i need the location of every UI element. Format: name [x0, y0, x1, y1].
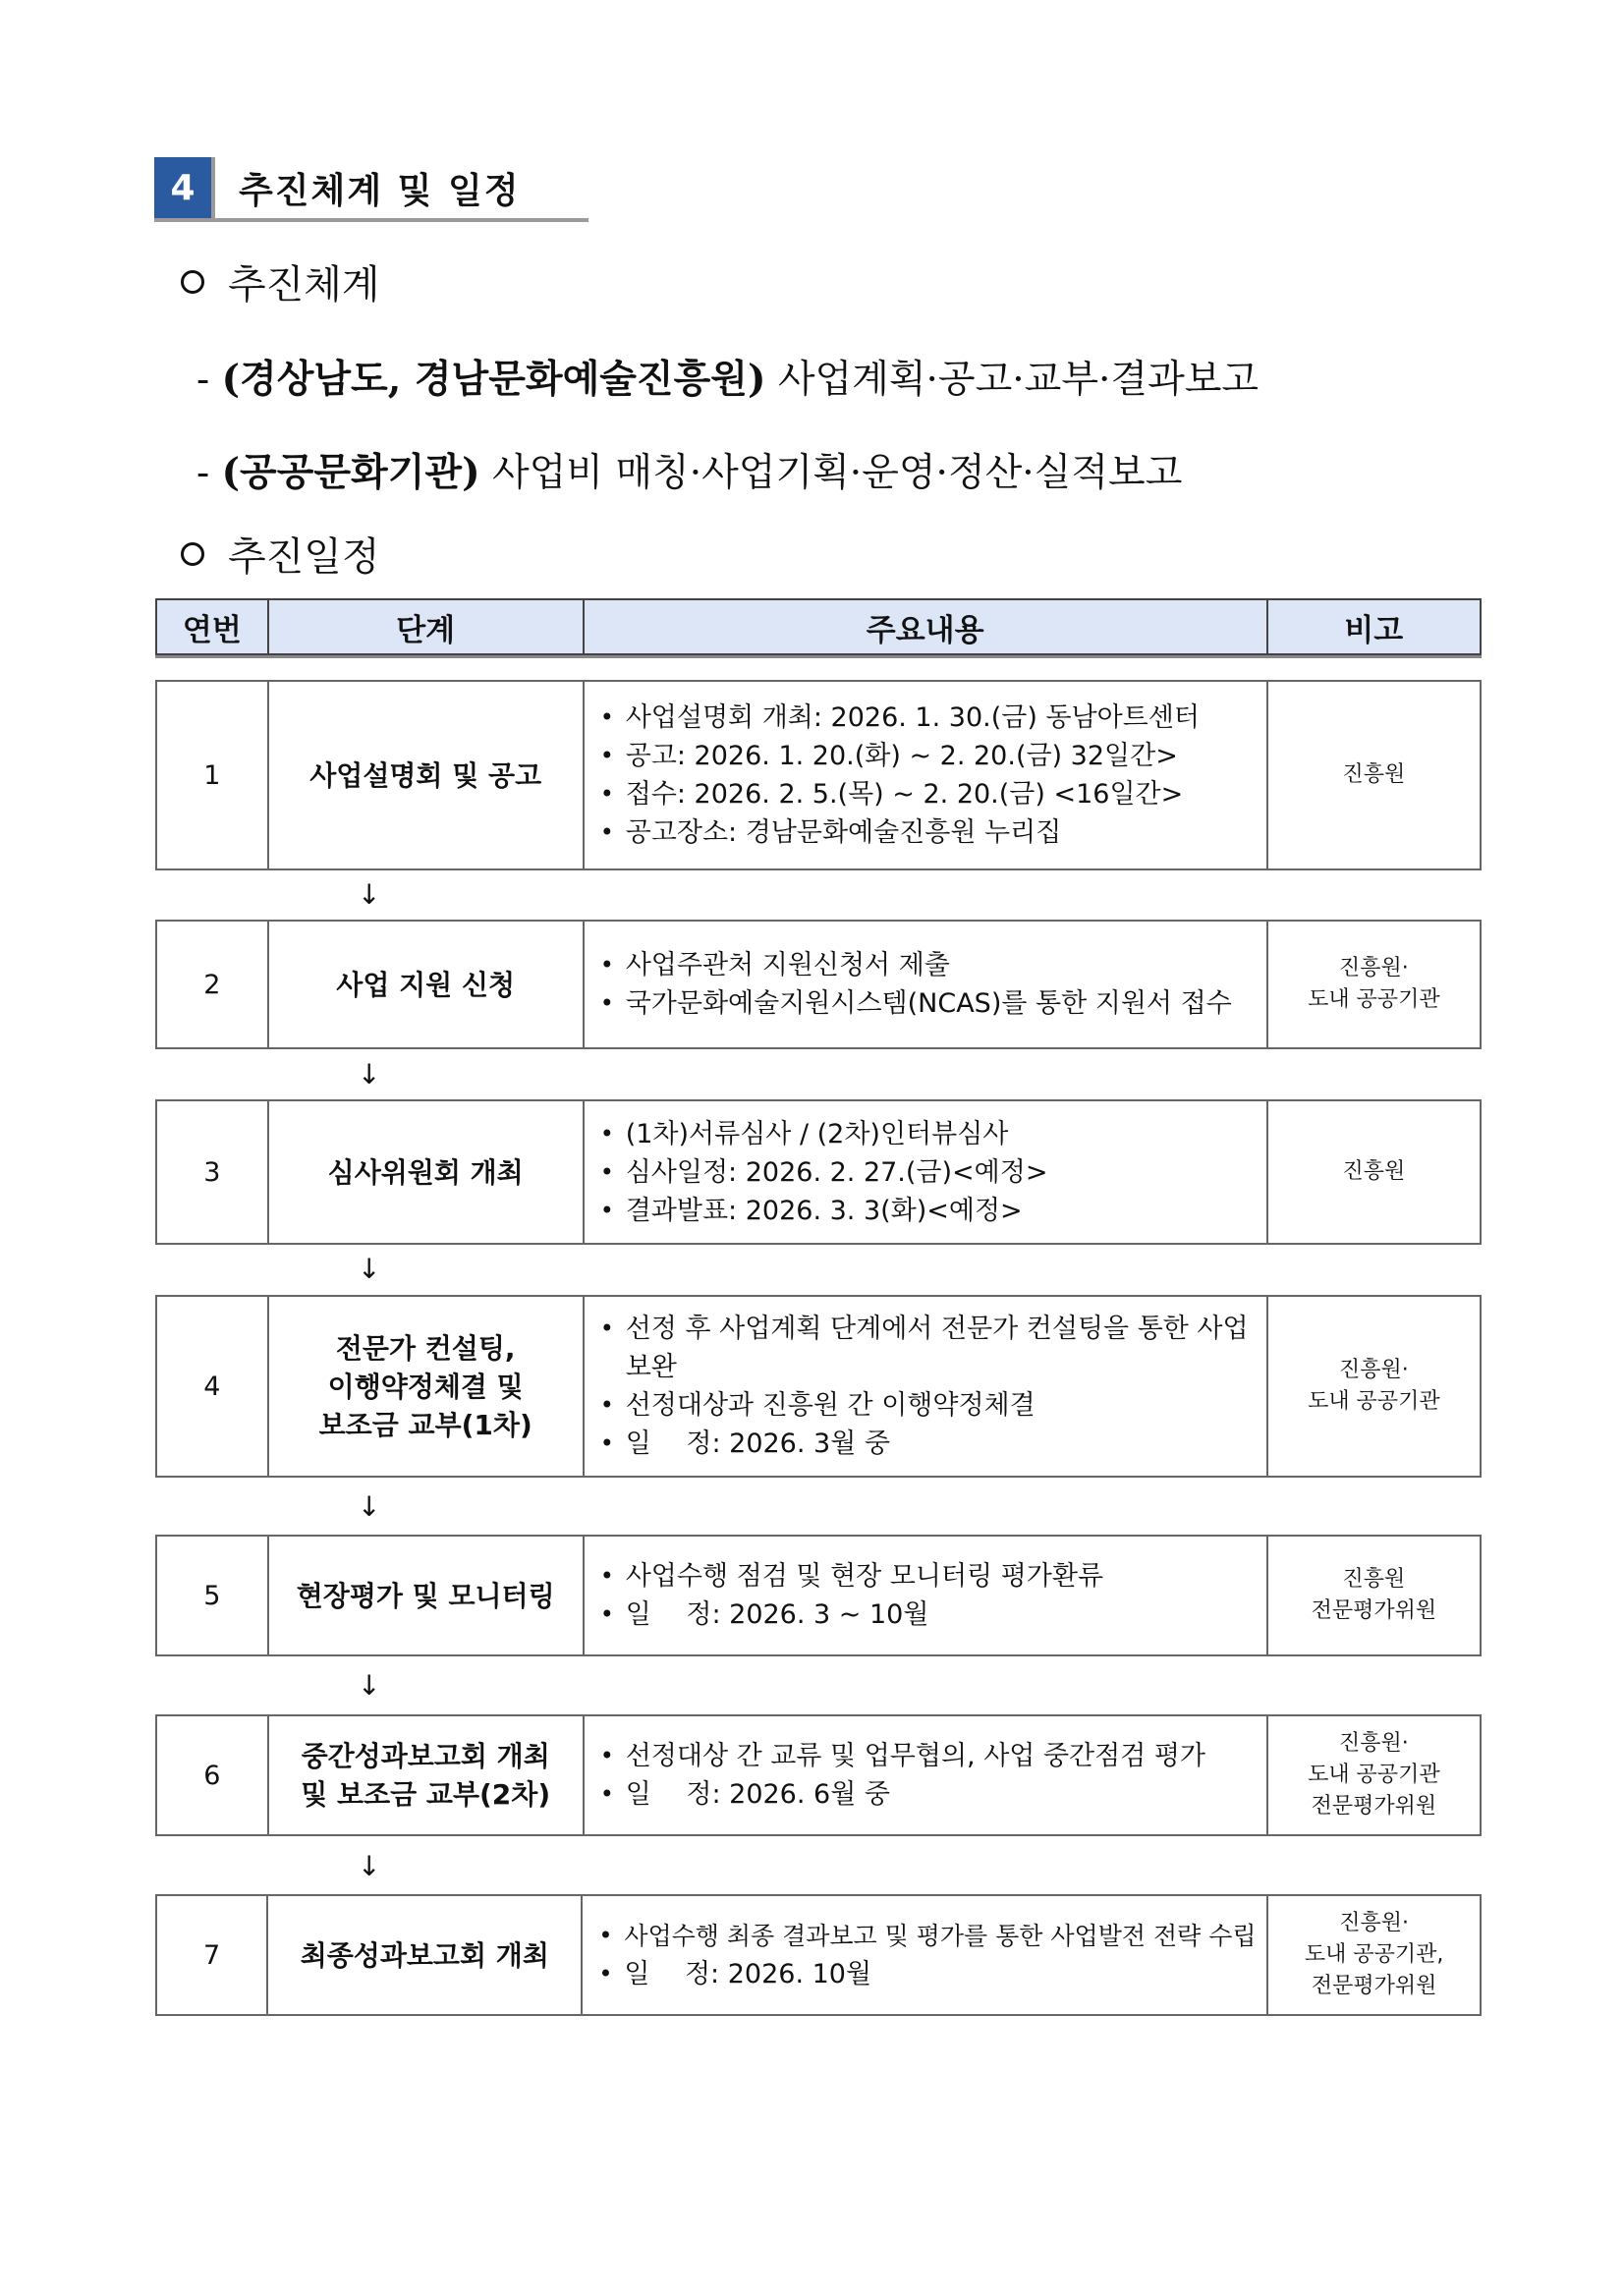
column-header-no: 연번	[157, 600, 269, 653]
content-item: • 일 정: 2026. 6월 중	[598, 1775, 1205, 1814]
stage-line: 사업 지원 신청	[336, 968, 516, 1001]
system-line-1	[196, 349, 1259, 404]
row-content	[585, 1716, 1268, 1834]
system-heading	[181, 253, 380, 309]
row-note	[1268, 1716, 1480, 1834]
table-row	[155, 680, 1482, 870]
stage-line: 이행약정체결 및	[327, 1370, 524, 1403]
content-item: • 결과발표: 2026. 3. 3(화)<예정>	[598, 1192, 1048, 1230]
row-stage	[268, 1896, 583, 2014]
content-item: • 선정 후 사업계획 단계에서 전문가 컨설팅을 통한 사업 보완	[598, 1310, 1255, 1386]
system-line-text: 사업계획·공고·교부·결과보고	[777, 358, 1260, 402]
content-item: • 사업수행 최종 결과보고 및 평가를 통한 사업발전 전략 수립	[596, 1917, 1256, 1955]
row-number: 2	[157, 922, 269, 1047]
column-header-stage: 단계	[269, 600, 585, 653]
table-row	[155, 1535, 1482, 1656]
row-content	[583, 1896, 1268, 2014]
down-arrow-icon: ↓	[358, 1850, 381, 1882]
content-item: • 사업설명회 개최: 2026. 1. 30.(금) 동남아트센터	[598, 699, 1200, 737]
row-number: 5	[157, 1537, 269, 1654]
row-stage	[269, 682, 585, 868]
stage-line: 사업설명회 및 공고	[309, 758, 542, 792]
note-line: 진흥원	[1342, 1159, 1406, 1184]
stage-line: 전문가 컨설팅,	[335, 1331, 516, 1365]
hollow-circle-icon	[181, 270, 204, 294]
down-arrow-icon: ↓	[358, 1490, 381, 1523]
row-content	[585, 1101, 1268, 1243]
note-line: 진흥원·	[1338, 1731, 1409, 1756]
column-header-content: 주요내용	[585, 600, 1268, 653]
row-note	[1268, 1101, 1480, 1243]
schedule-table-header	[155, 598, 1482, 655]
row-content	[585, 1537, 1268, 1654]
table-row	[155, 1099, 1482, 1245]
content-item: • 일 정: 2026. 3월 중	[598, 1425, 1255, 1463]
column-header-note: 비고	[1344, 612, 1404, 648]
content-item: • 공고: 2026. 1. 20.(화) ~ 2. 20.(금) 32일간>	[598, 737, 1200, 775]
row-number: 1	[157, 682, 269, 868]
stage-line: 중간성과보고회 개최	[301, 1740, 550, 1772]
down-arrow-icon: ↓	[358, 878, 381, 911]
schedule-heading-text: 추진일정	[228, 534, 380, 580]
note-line: 전문평가위원	[1311, 1598, 1437, 1623]
note-line: 진흥원·	[1338, 1358, 1409, 1382]
note-line: 도내 공공기관	[1308, 1389, 1440, 1414]
note-line: 전문평가위원	[1311, 1794, 1437, 1819]
note-line: 도내 공공기관	[1308, 987, 1440, 1012]
table-row	[155, 1894, 1482, 2016]
row-content	[585, 682, 1268, 868]
row-content	[585, 1297, 1268, 1476]
system-line-org: (공공문화기관)	[221, 450, 480, 495]
row-note	[1268, 1297, 1480, 1476]
stage-line: 및 보조금 교부(2차)	[301, 1778, 551, 1811]
stage-line: 현장평가 및 모니터링	[296, 1579, 555, 1612]
row-stage	[269, 1716, 585, 1834]
row-stage	[269, 922, 585, 1047]
row-note	[1268, 1537, 1480, 1654]
content-item: • 사업주관처 지원신청서 제출	[598, 946, 1232, 984]
down-arrow-icon: ↓	[358, 1253, 381, 1285]
row-note	[1268, 922, 1480, 1047]
table-row	[155, 920, 1482, 1049]
row-note	[1268, 1896, 1480, 2014]
note-line: 진흥원	[1342, 1567, 1406, 1592]
content-item: • 국가문화예술지원시스템(NCAS)를 통한 지원서 접수	[598, 984, 1232, 1023]
system-line-2	[196, 442, 1182, 497]
note-line: 진흥원·	[1339, 1911, 1410, 1935]
table-row	[155, 1714, 1482, 1836]
section-heading	[154, 157, 588, 222]
row-number: 6	[157, 1716, 269, 1834]
row-number: 3	[157, 1101, 269, 1243]
table-row	[155, 1295, 1482, 1478]
stage-line: 심사위원회 개최	[327, 1155, 524, 1189]
section-title: 추진체계 및 일정	[239, 170, 521, 211]
row-stage	[269, 1297, 585, 1476]
system-line-org: (경상남도, 경남문화예술진흥원)	[221, 357, 766, 402]
stage-line: 최종성과보고회 개최	[300, 1938, 549, 1972]
row-stage	[269, 1537, 585, 1654]
content-item: • 선정대상과 진흥원 간 이행약정체결	[598, 1386, 1255, 1425]
row-stage	[269, 1101, 585, 1243]
schedule-heading	[181, 526, 380, 582]
hollow-circle-icon	[181, 542, 204, 566]
row-content	[585, 922, 1268, 1047]
content-item: • 일 정: 2026. 10월	[596, 1955, 1256, 1993]
dash-icon: -	[196, 358, 222, 402]
note-line: 진흥원	[1342, 762, 1406, 787]
content-item: • 심사일정: 2026. 2. 27.(금)<예정>	[598, 1153, 1048, 1192]
row-number: 4	[157, 1297, 269, 1476]
content-item: • 일 정: 2026. 3 ~ 10월	[598, 1596, 1103, 1634]
note-line: 도내 공공기관	[1308, 1763, 1440, 1787]
row-note	[1268, 682, 1480, 868]
content-item: • (1차)서류심사 / (2차)인터뷰심사	[598, 1115, 1048, 1153]
content-item: • 접수: 2026. 2. 5.(목) ~ 2. 20.(금) <16일간>	[598, 775, 1200, 813]
note-line: 도내 공공기관,	[1304, 1942, 1444, 1967]
note-line: 진흥원·	[1338, 956, 1409, 980]
content-item: • 사업수행 점검 및 현장 모니터링 평가환류	[598, 1557, 1103, 1596]
section-number: 4	[154, 157, 215, 218]
dash-icon: -	[196, 451, 222, 495]
content-item: • 선정대상 간 교류 및 업무협의, 사업 중간점검 평가	[598, 1737, 1205, 1775]
content-item: • 공고장소: 경남문화예술진흥원 누리집	[598, 813, 1200, 852]
stage-line: 보조금 교부(1차)	[318, 1408, 532, 1441]
note-line: 전문평가위원	[1311, 1974, 1437, 1998]
row-number: 7	[157, 1896, 268, 2014]
down-arrow-icon: ↓	[358, 1058, 381, 1091]
system-line-text: 사업비 매칭·사업기획·운영·정산·실적보고	[491, 451, 1183, 495]
system-heading-text: 추진체계	[228, 262, 380, 308]
down-arrow-icon: ↓	[358, 1669, 381, 1702]
